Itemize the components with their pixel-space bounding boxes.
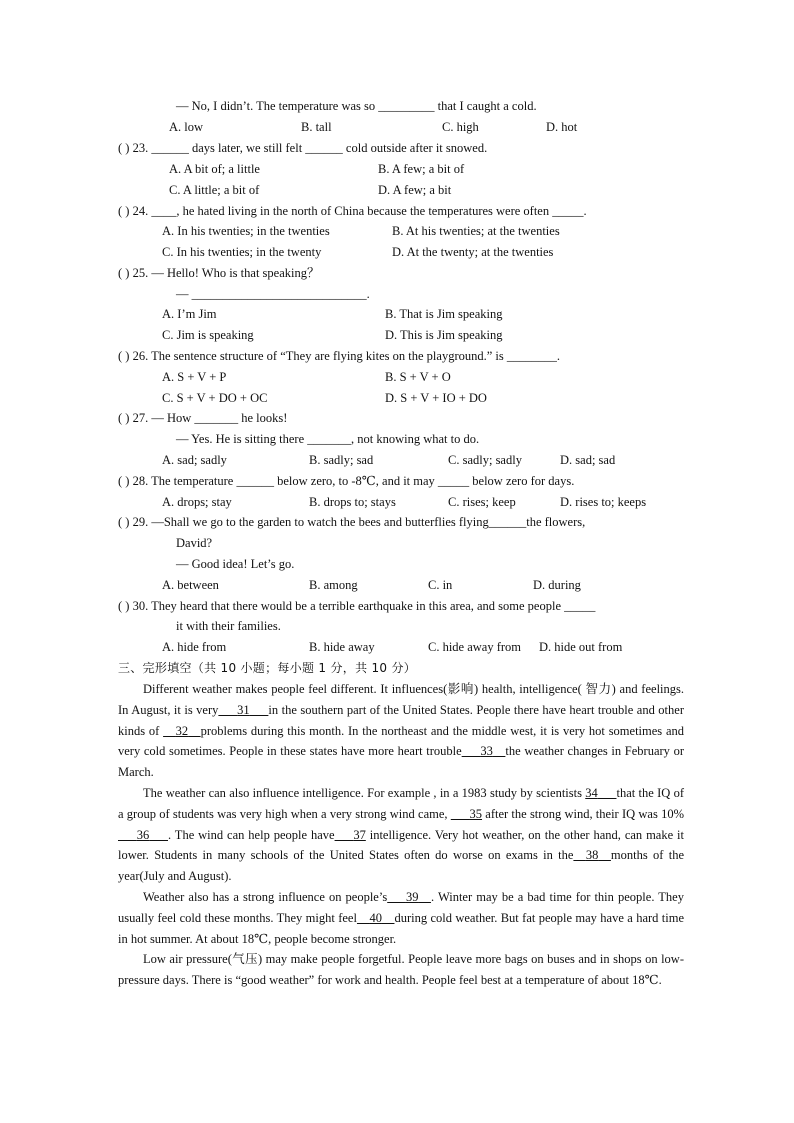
q29-dialog: — Good idea! Let’s go. [176,557,295,571]
q30-option-a: A. hide from [162,640,227,654]
q25-option-d: D. This is Jim speaking [385,328,503,342]
q22-option-a: A. low [169,120,204,134]
q26-option-b: B. S + V + O [385,370,451,384]
p2-text-e: . The wind can help people have [168,827,335,842]
blank-33: 33 [480,744,493,759]
p3-text-c: . Winter may be a bad time for thin people. They usually feel cold these months. They might feel [118,889,684,925]
q28-option-c: C. rises; keep [448,495,516,509]
q27-option-d: D. sad; sad [560,453,616,467]
q25-option-a: A. I’m Jim [162,307,217,321]
q28-option-b: B. drops to; stays [309,495,396,509]
q22-dialog: — No, I didn’t. The temperature was so _________ that I caught a cold. [176,99,537,113]
p2-text-f: intelligence. Very hot weather, on the other hand, can make it lower. Students in many schools of the United States often do worse on exams in the [118,827,684,863]
q27-option-c: C. sadly; sadly [448,453,522,467]
q26-stem: ( ) 26. The sentence structure of “They are flying kites on the playground.” is ________. [118,349,561,363]
q29-option-b: B. among [309,578,358,592]
q24-option-d: D. At the twenty; at the twenties [392,245,554,259]
p2-text-d: after the strong wind, their IQ was 10% [482,806,685,821]
p1-text-c: in the southern part of the United States. People there have heart trouble and other kinds of [118,702,684,738]
cloze-passage [118,679,684,991]
blank-38: 38 [585,848,599,863]
q22-option-c: C. high [442,120,479,134]
q23-stem: ( ) 23. ______ days later, we still felt ______ cold outside after it snowed. [118,141,488,155]
q22-option-b: B. tall [301,120,332,134]
q30-option-d: D. hide out from [539,640,623,654]
q23-option-b: B. A few; a bit of [378,162,465,176]
p3-text-a: Weather also has a strong influence on people’s [143,889,388,904]
q27-option-b: B. sadly; sad [309,453,374,467]
q23-option-d: D. A few; a bit [378,183,452,197]
q28-stem: ( ) 28. The temperature ______ below zero, to -8℃, and it may _____ below zero for days. [118,474,575,488]
blank-39: 39 [405,889,419,904]
p1-text-d: problems during this month. In the northeast and the middle west, it is very hot sometimes and very cold sometimes. People in these states have more heart trouble [118,723,684,759]
q30-option-b: B. hide away [309,640,375,654]
passage-paragraph-4 [118,949,684,991]
q23-option-a: A. A bit of; a little [169,162,260,176]
p1-text-e: the weather changes in February or March. [118,744,684,780]
q24-option-b: B. At his twenties; at the twenties [392,224,560,238]
q22-option-d: D. hot [546,120,578,134]
q27-dialog: — Yes. He is sitting there _______, not knowing what to do. [176,432,480,446]
blank-34: 34 [585,785,598,800]
q27-stem: ( ) 27. — How _______ he looks! [118,411,288,425]
passage-paragraph-1 [118,679,684,783]
q24-stem: ( ) 24. ____, he hated living in the north of China because the temperatures were often _____. [118,204,587,218]
blank-32: 32 [175,723,189,738]
blank-31: 31 [237,702,250,717]
q24-option-a: A. In his twenties; in the twenties [162,224,330,238]
q26-option-c: C. S + V + DO + OC [162,391,268,405]
passage-paragraph-2 [118,783,684,887]
blank-35: 35 [469,806,483,821]
q29-option-c: C. in [428,578,453,592]
q30-option-c: C. hide away from [428,640,522,654]
section3-heading: 三、完形填空（共 10 小题；每小题 1 分，共 10 分） [118,661,417,675]
q29-option-d: D. during [533,578,581,592]
q24-option-c: C. In his twenties; in the twenty [162,245,322,259]
blank-40: 40 [369,910,382,925]
q25-option-b: B. That is Jim speaking [385,307,503,321]
p1-text-a: Different weather makes people feel different. It influences(影响) health, intelligence( 智力) and feelings. In August, it is very [118,682,684,717]
q30-stem-cont: it with their families. [176,619,281,633]
q25-stem: ( ) 25. — Hello! Who is that speaking？ [118,266,320,280]
q26-option-a: A. S + V + P [162,370,227,384]
blank-36: 36 [136,827,150,842]
q25-option-c: C. Jim is speaking [162,328,254,342]
passage-paragraph-3 [118,887,684,949]
q28-option-d: D. rises to; keeps [560,495,647,509]
p2-text-c: that the IQ of a group of students was very high when a very strong wind came, [118,785,684,821]
p3-text-d: during cold weather. But fat people may have a hard time in hot summer. At about 18℃, people become stronger. [118,910,684,946]
q30-stem: ( ) 30. They heard that there would be a terrible earthquake in this area, and some people _____ [118,599,596,613]
q26-option-d: D. S + V + IO + DO [385,391,487,405]
q27-option-a: A. sad; sadly [162,453,227,467]
p2-text-g: months of the year(July and August). [118,848,684,884]
q23-option-c: C. A little; a bit of [169,183,260,197]
q28-option-a: A. drops; stay [162,495,232,509]
p2-text-a: The weather can also influence intelligence. For example , in a 1983 study by scientists [143,785,586,800]
q29-stem: ( ) 29. —Shall we go to the garden to watch the bees and butterflies flying______the flowers, [118,515,586,529]
q29-stem-cont: David? [176,536,213,550]
q25-answer-line: — ____________________________. [176,287,370,301]
blank-37: 37 [353,827,366,842]
q29-option-a: A. between [162,578,219,592]
p4-text-a: Low air pressure(气压) may make people forgetful. People leave more bags on buses and in shops on low-pressure days. There is “good weather” for work and health. People feel best at a temperature of about 18℃. [118,952,684,988]
